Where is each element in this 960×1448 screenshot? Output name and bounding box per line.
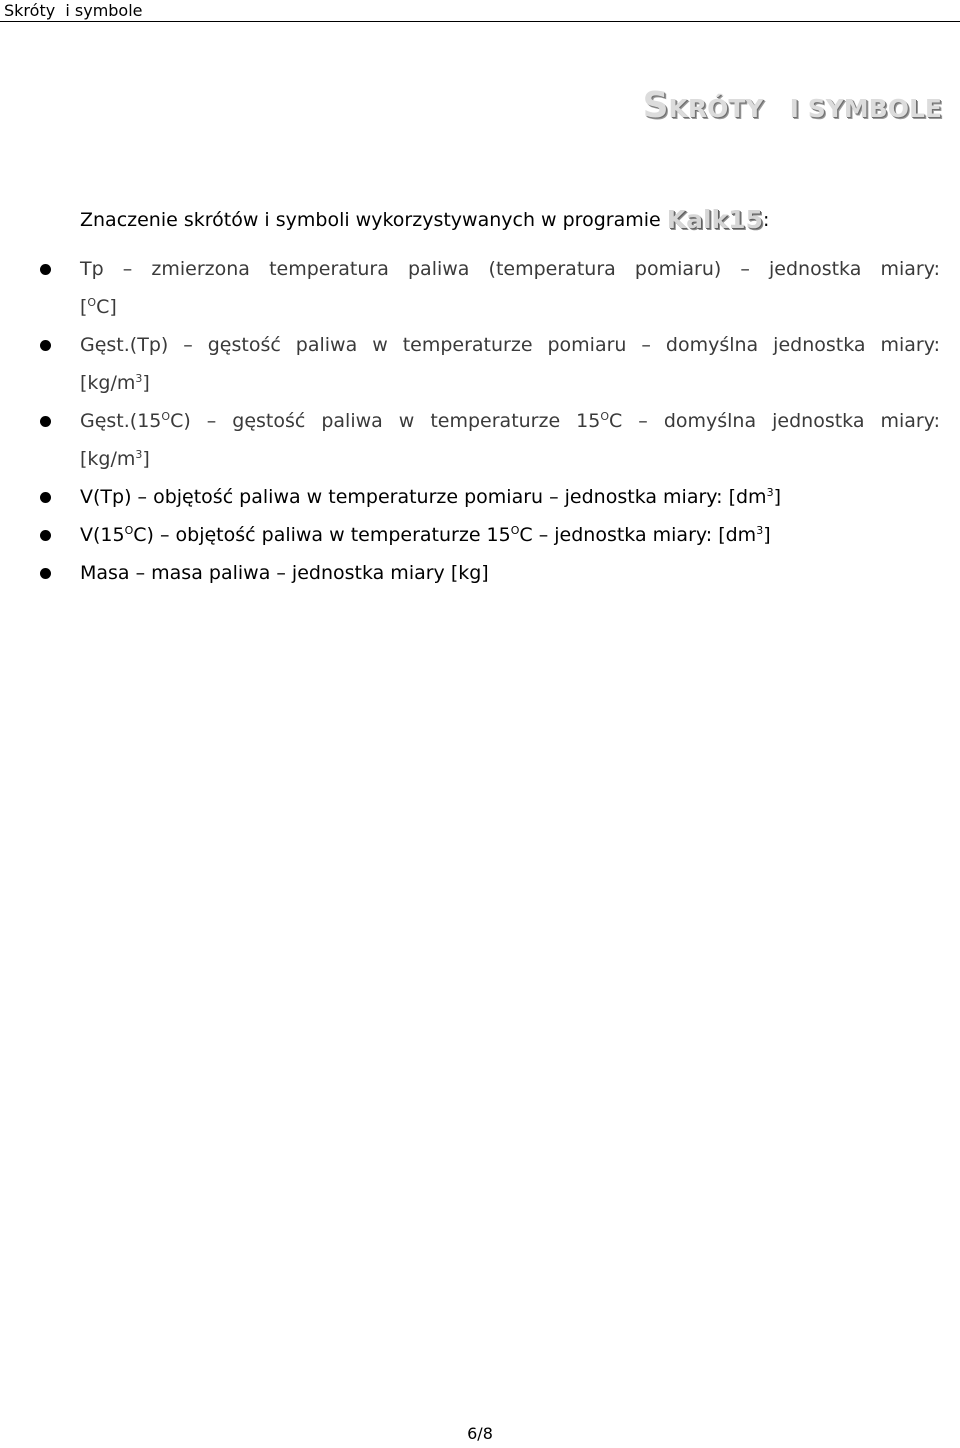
- unit-text: [: [80, 296, 88, 318]
- section-title-gap: [764, 94, 790, 123]
- section-title-rest-1: KRÓTY: [668, 94, 764, 123]
- list-item-v-15: [0, 516, 940, 554]
- list-item-gest-tp: [0, 326, 940, 402]
- header-rule: [0, 21, 960, 22]
- degree-superscript: O: [600, 410, 610, 423]
- item-line: Tp – zmierzona temperatura paliwa (temperatura pomiaru) – jednostka miary:: [80, 258, 940, 280]
- item-text: V(15: [80, 524, 125, 546]
- item-line: [80, 478, 940, 516]
- item-text: C – jednostka miary: [dm: [519, 524, 757, 546]
- page-number: 6/8: [467, 1424, 493, 1443]
- item-line: [80, 516, 940, 554]
- list-item-v-tp: [0, 478, 940, 516]
- unit-superscript: 3: [135, 372, 143, 385]
- item-line: Gęst.(Tp) – gęstość paliwa w temperaturze pomiaru – domyślna jednostka miary:: [80, 334, 940, 356]
- unit-superscript: O: [87, 296, 97, 309]
- item-line: Masa – masa paliwa – jednostka miary [kg]: [80, 562, 489, 584]
- section-title: [643, 84, 942, 134]
- unit-text: C]: [96, 296, 117, 318]
- item-unit-line: [80, 364, 940, 402]
- unit-text: ]: [142, 372, 150, 394]
- degree-superscript: O: [510, 524, 520, 537]
- degree-superscript: O: [161, 410, 171, 423]
- bullet-icon: [40, 530, 51, 541]
- program-name: Kalk15: [666, 205, 763, 234]
- unit-text: [kg/m: [80, 372, 136, 394]
- bullet-icon: [40, 416, 51, 427]
- item-text: V(Tp) – objętość paliwa w temperaturze pomiaru – jednostka miary: [dm: [80, 486, 767, 508]
- running-header: Skróty i symbole: [4, 1, 143, 20]
- item-text: ]: [763, 524, 771, 546]
- list-item-tp: [0, 250, 940, 326]
- unit-superscript: 3: [756, 524, 764, 537]
- item-text: Gęst.(15: [80, 410, 162, 432]
- unit-text: [kg/m: [80, 448, 136, 470]
- intro-text: Znaczenie skrótów i symboli wykorzystywanych w programie: [80, 209, 667, 231]
- item-text: ]: [773, 486, 781, 508]
- item-text: C – domyślna jednostka miary:: [609, 410, 940, 432]
- degree-superscript: O: [124, 524, 134, 537]
- section-title-cap-2: I: [789, 94, 799, 123]
- bullet-icon: [40, 340, 51, 351]
- item-text: C) – objętość paliwa w temperaturze 15: [133, 524, 511, 546]
- unit-text: ]: [142, 448, 150, 470]
- section-title-cap-1: S: [642, 85, 669, 126]
- bullet-icon: [40, 492, 51, 503]
- list-item-masa: [0, 554, 940, 592]
- unit-superscript: 3: [766, 486, 774, 499]
- item-text: C) – gęstość paliwa w temperaturze 15: [170, 410, 601, 432]
- item-unit-line: [80, 440, 940, 478]
- intro-paragraph: [80, 206, 769, 234]
- symbol-list: [0, 250, 960, 592]
- list-item-gest-15: [0, 402, 940, 478]
- item-unit-line: [80, 288, 940, 326]
- item-line: [80, 402, 940, 440]
- section-title-rest-2: SYMBOLE: [798, 94, 942, 123]
- bullet-icon: [40, 568, 51, 579]
- intro-colon: :: [762, 209, 770, 231]
- unit-superscript: 3: [135, 448, 143, 461]
- bullet-icon: [40, 264, 51, 275]
